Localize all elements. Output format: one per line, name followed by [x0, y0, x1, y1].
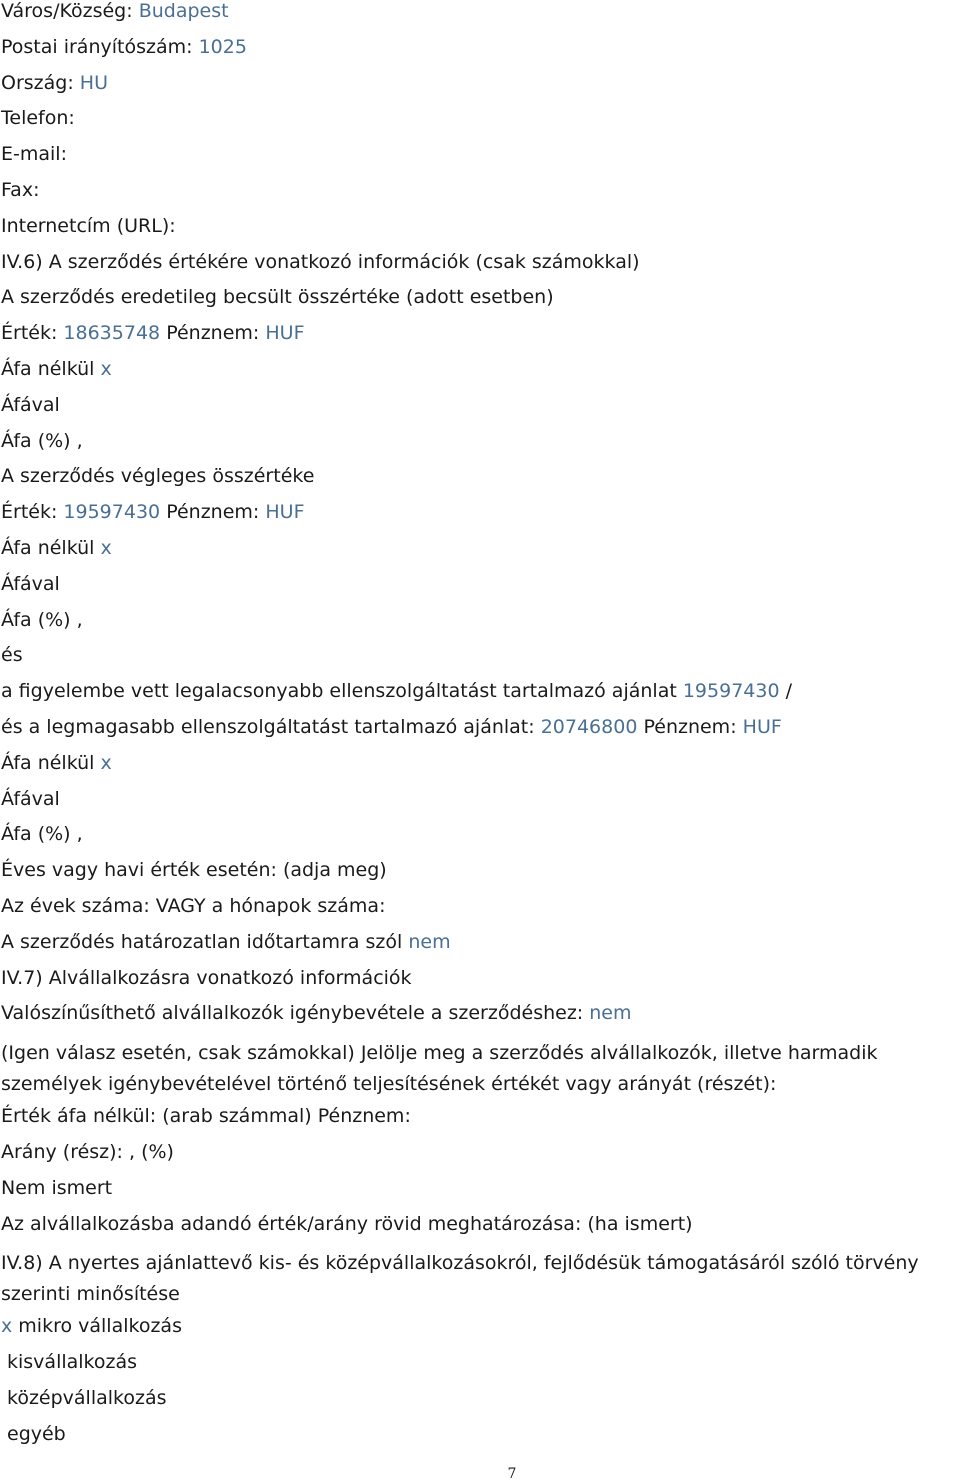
city-value: Budapest — [138, 0, 229, 22]
value-label: Érték: — [1, 322, 58, 345]
country-line — [1, 72, 959, 108]
url-label: Internetcím (URL): — [1, 214, 176, 237]
lowest-offer-line — [1, 680, 959, 716]
currency-label: Pénznem: — [166, 322, 260, 345]
currency-value: HUF — [265, 501, 305, 524]
offer-with-vat-line: Áfával — [1, 787, 60, 810]
phone-label: Telefon: — [1, 107, 75, 130]
final-value-heading: A szerződés végleges összértéke — [1, 465, 315, 488]
original-value-line — [1, 322, 959, 358]
email-label: E-mail: — [1, 143, 67, 166]
phone-line — [1, 107, 959, 143]
subcontract-description-line: Az alvállalkozásba adandó érték/arány rövid meghatározása: (ha ismert) — [1, 1212, 693, 1235]
years-months-line: Az évek száma: VAGY a hónapok száma: — [1, 894, 386, 917]
sme-option-label: mikro vállalkozás — [18, 1315, 182, 1338]
document-body — [1, 0, 959, 1458]
currency-value: HUF — [265, 322, 305, 345]
iv7-heading: IV.7) Alvállalkozásra vonatkozó információk — [1, 966, 412, 989]
final-value-line — [1, 501, 959, 537]
original-with-vat-line: Áfával — [1, 393, 60, 416]
and-line: és — [1, 644, 23, 667]
highest-offer-value: 20746800 — [540, 715, 638, 738]
sme-option-other: egyéb — [7, 1422, 66, 1445]
annual-value-line: Éves vagy havi érték esetén: (adja meg) — [1, 859, 387, 882]
subcontract-ratio-line: Arány (rész): , (%) — [1, 1140, 174, 1163]
page-number: 7 — [507, 1466, 517, 1482]
country-value: HU — [79, 71, 108, 94]
city-label: Város/Község: — [1, 0, 133, 22]
slash-separator: / — [785, 680, 793, 703]
without-vat-label: Áfa nélkül — [1, 536, 95, 559]
lowest-offer-label: a figyelembe vett legalacsonyabb ellenszolgáltatást tartalmazó ajánlat — [1, 680, 677, 703]
indefinite-term-value: nem — [408, 930, 451, 953]
lowest-offer-value: 19597430 — [682, 680, 780, 703]
without-vat-label: Áfa nélkül — [1, 751, 95, 774]
sme-selected-mark: x — [1, 1315, 13, 1338]
indefinite-term-label: A szerződés határozatlan időtartamra szól — [1, 930, 403, 953]
currency-label: Pénznem: — [643, 715, 737, 738]
final-value: 19597430 — [63, 501, 161, 524]
url-line — [1, 215, 959, 251]
original-value-heading: A szerződés eredetileg becsült összértéke (adott esetben) — [1, 286, 554, 309]
postal-line — [1, 36, 959, 72]
without-vat-label: Áfa nélkül — [1, 357, 95, 380]
without-vat-mark: x — [100, 357, 112, 380]
subcontractor-likely-value: nem — [589, 1002, 632, 1025]
postal-label: Postai irányítószám: — [1, 35, 193, 58]
currency-label: Pénznem: — [166, 501, 260, 524]
without-vat-mark: x — [100, 751, 112, 774]
final-vat-pct-line: Áfa (%) , — [1, 608, 83, 631]
iv8-heading: IV.8) A nyertes ajánlattevő kis- és középvállalkozásokról, fejlődésük támogatásáról szóló törvény szerinti minősítése — [1, 1252, 919, 1306]
original-value: 18635748 — [63, 322, 161, 345]
sme-option-micro — [1, 1315, 959, 1351]
original-without-vat-line — [1, 358, 959, 394]
city-line — [1, 0, 959, 36]
highest-offer-label: és a legmagasabb ellenszolgáltatást tartalmazó ajánlat: — [1, 715, 535, 738]
fax-label: Fax: — [1, 178, 40, 201]
offer-without-vat-line — [1, 752, 959, 788]
subcontract-unknown-line: Nem ismert — [1, 1176, 113, 1199]
final-without-vat-line — [1, 537, 959, 573]
subcontract-value-line: Érték áfa nélkül: (arab számmal) Pénznem: — [1, 1105, 411, 1128]
indefinite-term-line — [1, 931, 959, 967]
sme-option-small: kisvállalkozás — [7, 1351, 138, 1374]
value-label: Érték: — [1, 501, 58, 524]
fax-line — [1, 179, 959, 215]
postal-value: 1025 — [198, 35, 247, 58]
subcontractor-likely-line — [1, 1002, 959, 1038]
subcontractor-if-yes-text: (Igen válasz esetén, csak számokkal) Jelölje meg a szerződés alvállalkozók, illetve harmadik személyek igénybevételével történő teljesítésének értékét vagy arányát (részét): — [1, 1042, 878, 1096]
subcontractor-likely-label: Valószínűsíthető alvállalkozók igénybevétele a szerződéshez: — [1, 1002, 584, 1025]
original-vat-pct-line: Áfa (%) , — [1, 429, 83, 452]
without-vat-mark: x — [100, 536, 112, 559]
iv6-heading: IV.6) A szerződés értékére vonatkozó információk (csak számokkal) — [1, 250, 640, 273]
sme-option-medium: középvállalkozás — [7, 1386, 167, 1409]
country-label: Ország: — [1, 71, 74, 94]
email-line — [1, 143, 959, 179]
final-with-vat-line: Áfával — [1, 572, 60, 595]
highest-offer-line — [1, 716, 959, 752]
currency-value: HUF — [742, 715, 782, 738]
offer-vat-pct-line: Áfa (%) , — [1, 823, 83, 846]
